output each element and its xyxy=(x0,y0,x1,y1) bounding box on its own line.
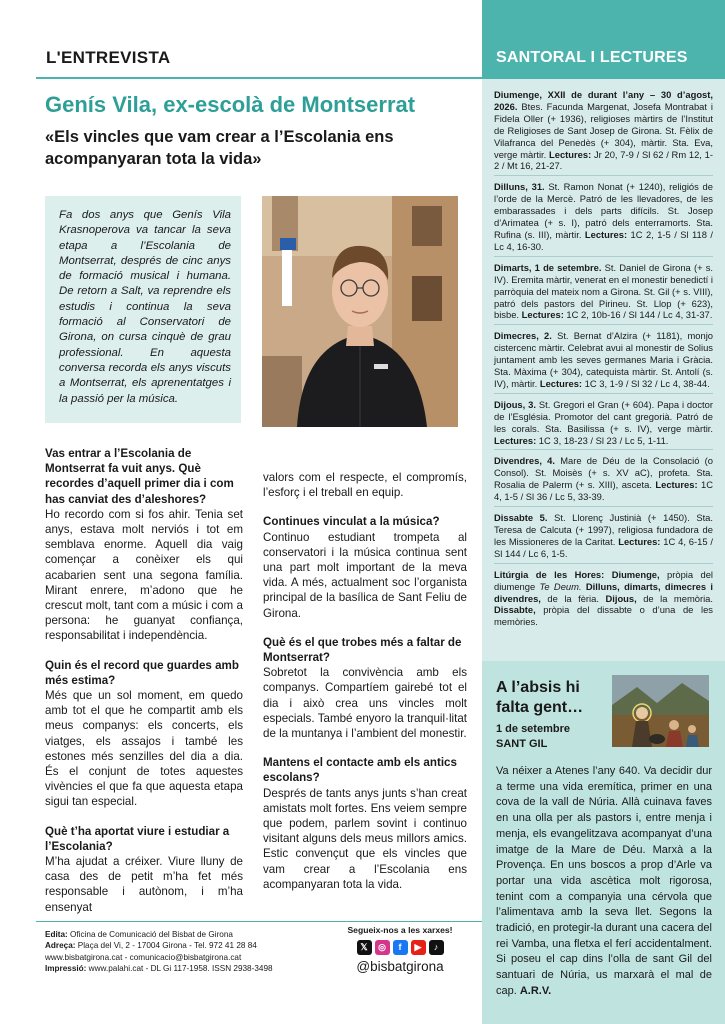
liturgy-weekday-label: Dilluns, dimarts, dimecres i divendres, xyxy=(494,580,713,604)
entry-day: Dijous, 3. xyxy=(494,398,536,410)
liturgy-thursday-text: de la memòria. xyxy=(636,592,713,604)
readings: 1C 3, 1-9 / Sl 32 / Lc 4, 38-44. xyxy=(582,377,710,389)
santoral-panel xyxy=(482,79,725,661)
absis-body: Va néixer a Atenes l’any 640. Va decidir dur a terme una vida eremítica, primer en una cova de la vall de Núria. Allà cuinava faves en una olla per als pastors i, entre menja i menja, els evangelitzava acompanyat d’una imatge de la Mare de Déu. Marxà a la Provença. En uns boscos a prop d’Arle va portar una vida ascètica molt rigorosa, tenint com a companyia una cérvola que l’alimentava amb la seva llet. Segons la tradició, en protegir-la durant una cacera del rei Vamba, una fletxa el ferí accidentalment. Si poseu el cap dins l’olla de sant Gil del santuari de Núria, us marxarà el mal de cap. xyxy=(496,765,712,997)
absis-text xyxy=(496,764,712,1000)
saint-painting xyxy=(612,675,709,747)
instagram-icon[interactable]: ◎ xyxy=(375,940,390,955)
santoral-entry xyxy=(494,399,713,451)
edita-label: Edita: xyxy=(45,930,68,939)
publisher-credits xyxy=(45,929,335,974)
entry-text: Mare de Déu de la Consolació (o Consol). St. Moisès (+ s. XV aC), profeta. Sta. Rosalia de Palerm (+ s. XIII), asceta. xyxy=(494,455,713,491)
readings: 1C 2, 10b-16 / Sl 144 / Lc 4, 31-37. xyxy=(563,309,713,321)
article-headline: Genís Vila, ex-escolà de Montserrat xyxy=(45,92,416,117)
liturgy-te-deum: Te Deum. xyxy=(539,580,582,592)
footer-divider xyxy=(36,921,482,922)
readings: 1C 4, 6-15 / Sl 144 / Lc 6, 1-5. xyxy=(494,535,714,559)
readings-label: Lectures: xyxy=(655,479,698,491)
social-icons xyxy=(338,940,462,955)
entry-text: Btes. Facunda Margenat, Josefa Montrabat i Fidela Oller (+ 1936), religioses màrtirs de l’Institut de Religioses de Sant Josep de Girona. St. Fèlix de Vilafranca del Penedès (+ 304), màrtir. Sta. Eva, verge màrtir. xyxy=(494,100,713,160)
entry-day: Dimecres, 2. xyxy=(494,330,552,342)
answer: Ho recordo com si fos ahir. Tenia set anys, estava molt nerviós i tot em semblava enorme. Aquell dia vaig començar a conèixer els qui acabarien sent una segona família. Mirant enrere, m’adono que he crescut molt, tant com a músic i com a persona: he guanyat confiança, responsabilitat i independència. xyxy=(45,507,243,643)
readings-label: Lectures: xyxy=(584,228,628,240)
answer: Després de tants anys junts s’han creat amistats molt fortes. Ens veiem sempre que podem, parlem sovint i continuo visitant alguns dels meus millors amics. Estic convençut que els vincles que vam crear a l’Escolania ens acompanyaran tota la vida. xyxy=(263,786,467,891)
absis-title: A l’absis hi falta gent… xyxy=(496,679,584,716)
liturgy-thursday-label: Dijous, xyxy=(598,592,637,604)
liturgy-weekday-text: de la fèria. xyxy=(540,592,599,604)
liturgy-saturday-text: pròpia del dissabte o d’una de les memòries. xyxy=(494,604,713,628)
answer: Continuo estudiant trompeta al conservatori i la música continua sent una part molt important de la meva vida. A més, actualment soc l’organista principal de la basílica de Sant Feliu de Girona. xyxy=(263,530,467,620)
santoral-entry xyxy=(494,512,713,564)
santoral-entry xyxy=(494,89,713,176)
readings: 1C 3, 18-23 / Sl 23 / Lc 5, 1-11. xyxy=(536,434,669,446)
entry-text: St. Ramon Nonat (+ 1240), religiós de l’orde de la Mercè. Patró de les llevadores, de les embarassades i dels parts difícils. St. Josep d’Arimatea (+ s. I), patró dels enterramorts. Sta. Rufina (s. III), màrtir. xyxy=(494,181,713,240)
article-intro-box xyxy=(45,196,241,423)
entry-text: St. Bernat d’Alzira (+ 1181), monjo cistercenc màrtir. Celebrat avui al monestir de Solius juntament amb les seves germanes Maria i Gràcia. Sta. Màxima (+ 304), catequista màrtir. St. Antolí (s. IV), màrtir. xyxy=(494,330,713,389)
entry-day: Divendres, 4. xyxy=(494,455,555,467)
tiktok-icon[interactable]: ♪ xyxy=(429,940,444,955)
impressio-label: Impressió: xyxy=(45,963,87,973)
absis-date xyxy=(496,722,570,752)
article-column-1 xyxy=(45,446,243,915)
liturgy-sunday-text: pròpia del diumenge xyxy=(494,568,714,592)
social-label: Segueix-nos a les xarxes! xyxy=(347,925,453,935)
x-icon[interactable]: 𝕏 xyxy=(357,940,372,955)
entry-day: Dimarts, 1 de setembre. xyxy=(494,261,602,273)
liturgy-note xyxy=(494,569,713,632)
header-divider xyxy=(36,77,482,79)
santoral-entry xyxy=(494,330,713,394)
readings-label: Lectures: xyxy=(539,377,583,389)
readings-label: Lectures: xyxy=(618,535,661,547)
readings: 1C 4, 1-5 / Sl 36 / Lc 5, 33-39. xyxy=(494,479,714,503)
answer-continued: valors com el respecte, el compromís, l’esforç i el treball en equip. xyxy=(263,471,467,500)
liturgy-label: Litúrgia de les Hores: xyxy=(494,568,605,580)
entry-day: Diumenge, XXII de durant l’any – 30 d’agost, 2026. xyxy=(494,89,713,112)
question: Què és el que trobes més a faltar de Montserrat? xyxy=(263,635,462,665)
entry-text: St. Daniel de Girona (+ s. IV). Eremita màrtir, venerat en el monestir benedictí i parròquia del mateix nom a Girona. St. Gil (+ s. VIII), patró dels pastors del Pirineu. St. Llop (+ 623), bisbe. xyxy=(494,261,714,321)
entry-day: Dissabte 5. xyxy=(494,512,548,524)
question: Mantens el contacte amb els antics escolans? xyxy=(263,756,457,785)
article-subhead: «Els vincles que vam crear a l’Escolania ens acompanyaran tota la vida» xyxy=(45,128,394,168)
answer: Sobretot la convivència amb els companys. Compartíem gairebé tot el dia i això crea uns vincles molt especials. També enyoro la tranquil·litat de la muntanya i l’ambient del monestir. xyxy=(263,666,467,741)
answer: M’ha ajudat a créixer. Viure lluny de casa des de petit m’ha fet més responsable i autònom, i m’ha ensenyat xyxy=(45,855,243,914)
answer: Més que un sol moment, em quedo amb tot el que he compartit amb els meus companys: els concerts, els viatges, els assajos i també les estones més senzilles del dia a dia. És el conjunt de totes aquestes vivències el que fa que aquesta etapa sigui tan especial. xyxy=(45,689,243,809)
social-handle[interactable]: @bisbatgirona xyxy=(356,959,444,974)
entry-day: Dilluns, 31. xyxy=(494,181,545,193)
absis-saint: SANT GIL xyxy=(496,738,548,750)
liturgy-sunday-label: Diumenge, xyxy=(604,568,660,580)
santoral-entry xyxy=(494,181,713,256)
question: Continues vinculat a la música? xyxy=(263,515,440,529)
sidebar-title: SANTORAL I LECTURES xyxy=(496,49,688,66)
section-title: L'ENTREVISTA xyxy=(46,48,171,67)
absis-day: 1 de setembre xyxy=(496,723,570,735)
web-contact: www.bisbatgirona.cat - comunicacio@bisbatgirona.cat xyxy=(45,952,242,962)
impressio-text: www.palahi.cat - DL Gi 117-1958. ISSN 2938-3498 xyxy=(86,963,273,973)
youtube-icon[interactable]: ▶ xyxy=(411,940,426,955)
question: Què t’ha aportat viure i estudiar a l’Escolania? xyxy=(45,824,230,853)
santoral-entry xyxy=(494,455,713,507)
readings: 1C 2, 1-5 / Sl 118 / Lc 4, 16-30. xyxy=(494,228,714,252)
adreca-label: Adreça: xyxy=(45,941,76,951)
absis-panel xyxy=(482,661,725,1024)
liturgy-saturday-label: Dissabte, xyxy=(494,604,536,616)
santoral-entry xyxy=(494,262,713,326)
entry-text: St. Llorenç Justinià (+ 1450). Sta. Teresa de Calcuta (+ 1997), religiosa fundadora de les Missioneres de la Caritat. xyxy=(494,512,713,547)
interviewee-photo xyxy=(262,196,458,427)
entry-text: St. Gregori el Gran (+ 604). Papa i doctor de l’Església. Promotor del cant gregorià. Patró de les corals. Sta. Basilissa (+ s. IV), verge màrtir. xyxy=(494,398,713,434)
readings-label: Lectures: xyxy=(521,309,564,321)
absis-signature: A.R.V. xyxy=(519,984,552,997)
readings-label: Lectures: xyxy=(549,148,592,160)
social-block xyxy=(338,925,462,974)
article-intro-text: Fa dos anys que Genís Vila Krasnoperova va tancar la seva etapa a l’Escolania de Montserrat, després de cinc anys de formació musical i humana. De retorn a Salt, va reprendre els estudis i continua la seva formació al Conservatori de Girona, on cursa cinquè de grau professional. En aquesta conversa recorda els anys viscuts a Montserrat, els aprenentatges i la passió per la música. xyxy=(59,209,231,405)
facebook-icon[interactable]: f xyxy=(393,940,408,955)
edita-text: Oficina de Comunicació del Bisbat de Girona xyxy=(67,930,233,939)
question: Vas entrar a l’Escolania de Montserrat fa vuit anys. Què recordes d’aquell primer dia i com has canviat des d’aleshores? xyxy=(45,447,234,506)
readings-label: Lectures: xyxy=(494,434,537,446)
article-column-2 xyxy=(263,470,467,906)
readings: Jr 20, 7-9 / Sl 62 / Rm 12, 1-2 / Mt 16, 21-27. xyxy=(494,148,713,172)
sidebar xyxy=(482,0,725,1024)
adreca-text: Plaça del Vi, 2 - 17004 Girona - Tel. 972 41 28 84 xyxy=(75,941,257,951)
question: Quin és el record que guardes amb més estima? xyxy=(45,658,239,687)
sidebar-header xyxy=(482,0,725,79)
